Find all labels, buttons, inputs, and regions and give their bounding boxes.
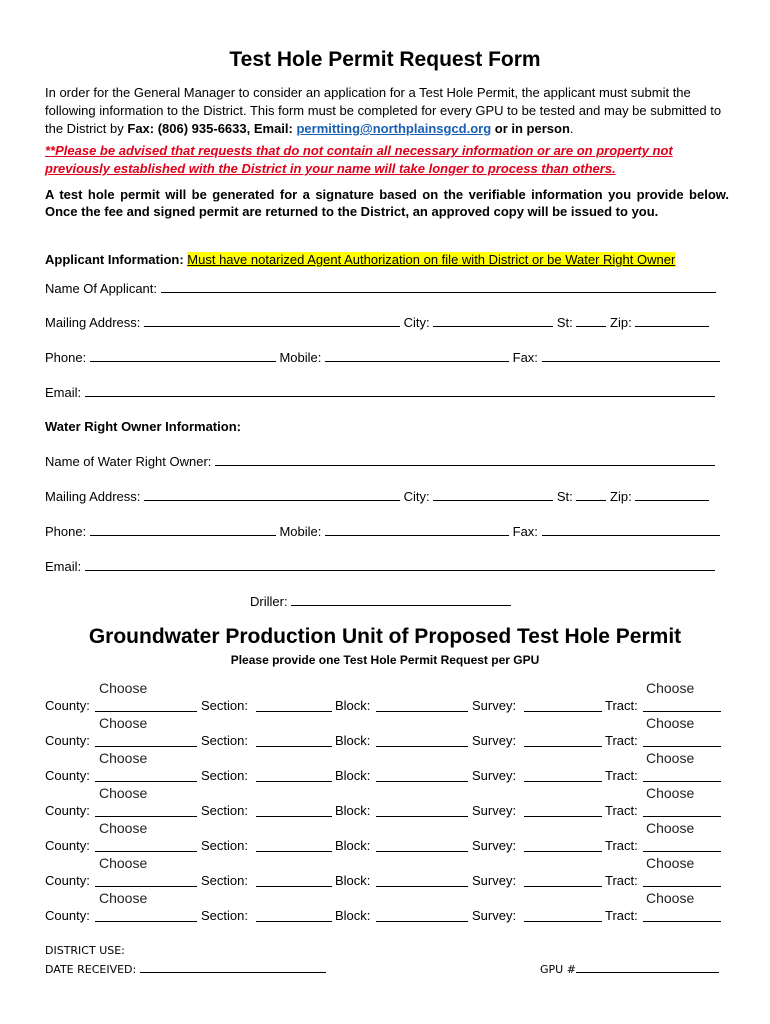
gpu-row xyxy=(45,750,735,784)
gpu-county-label: County: xyxy=(45,803,90,818)
intro-tail: or in person xyxy=(494,121,570,136)
owner-st-field[interactable] xyxy=(576,488,606,501)
applicant-heading-row xyxy=(45,252,735,268)
applicant-zip-label: Zip: xyxy=(610,315,632,330)
gpu-county-label: County: xyxy=(45,733,90,748)
gpu-section-label: Section: xyxy=(201,803,248,818)
intro-text: In order for the General Manager to consider an application for a Test Hole Permit, the applicant must submit the following information to the District. This form must be completed for every GPU to be tested and may be submitted to the District by xyxy=(45,85,722,136)
owner-fax-field[interactable] xyxy=(542,523,720,536)
owner-phone-label: Phone: xyxy=(45,524,87,539)
gpu-row xyxy=(45,680,735,714)
gpu-county-choose-dropdown[interactable]: Choose xyxy=(99,750,148,766)
gpu-block-field[interactable] xyxy=(376,815,468,817)
owner-email-label: Email: xyxy=(45,559,82,574)
gpu-survey-field[interactable] xyxy=(524,885,602,887)
gpu-section-subtitle: Please provide one Test Hole Permit Request per GPU xyxy=(230,653,540,667)
gpu-tract-field[interactable] xyxy=(643,780,721,782)
applicant-st-field[interactable] xyxy=(576,314,606,327)
gpu-survey-label: Survey: xyxy=(472,733,517,748)
gpu-tract-field[interactable] xyxy=(643,710,721,712)
gpu-tract-choose-dropdown[interactable]: Choose xyxy=(646,890,695,906)
gpu-tract-choose-dropdown[interactable]: Choose xyxy=(646,785,695,801)
owner-name-field[interactable] xyxy=(215,453,715,466)
gpu-tract-label: Tract: xyxy=(605,908,638,923)
gpu-tract-field[interactable] xyxy=(643,920,721,922)
owner-fax-label: Fax: xyxy=(512,524,538,539)
owner-mailing-label: Mailing Address: xyxy=(45,489,141,504)
gpu-county-field[interactable] xyxy=(95,920,197,922)
gpu-tract-choose-dropdown[interactable]: Choose xyxy=(646,855,695,871)
applicant-mailing-label: Mailing Address: xyxy=(45,315,141,330)
gpu-survey-field[interactable] xyxy=(524,920,602,922)
gpu-row xyxy=(45,890,735,924)
intro-contact: Fax: (806) 935-6633, Email: xyxy=(127,121,293,136)
applicant-heading: Applicant Information: xyxy=(45,252,184,267)
applicant-mobile-label: Mobile: xyxy=(279,350,322,365)
applicant-phone-row xyxy=(45,349,735,366)
gpu-survey-field[interactable] xyxy=(524,710,602,712)
gpu-survey-field[interactable] xyxy=(524,745,602,747)
applicant-fax-field[interactable] xyxy=(542,349,720,362)
gpu-section-field[interactable] xyxy=(256,745,332,747)
gpu-tract-label: Tract: xyxy=(605,838,638,853)
owner-heading-row xyxy=(45,419,735,435)
gpu-block-field[interactable] xyxy=(376,920,468,922)
gpu-tract-choose-dropdown[interactable]: Choose xyxy=(646,820,695,836)
gpu-section-label: Section: xyxy=(201,873,248,888)
driller-row xyxy=(250,593,550,610)
gpu-county-field[interactable] xyxy=(95,885,197,887)
gpu-county-label: County: xyxy=(45,838,90,853)
gpu-block-label: Block: xyxy=(335,873,371,888)
gpu-block-field[interactable] xyxy=(376,885,468,887)
gpu-row xyxy=(45,715,735,749)
owner-name-label: Name of Water Right Owner: xyxy=(45,454,212,469)
gpu-county-choose-dropdown[interactable]: Choose xyxy=(99,855,148,871)
gpu-county-field[interactable] xyxy=(95,710,197,712)
gpu-county-label: County: xyxy=(45,698,90,713)
owner-phone-field[interactable] xyxy=(90,523,276,536)
applicant-mailing-row xyxy=(45,314,735,331)
applicant-name-label: Name Of Applicant: xyxy=(45,281,157,296)
gpu-block-label: Block: xyxy=(335,908,371,923)
gpu-block-label: Block: xyxy=(335,768,371,783)
gpu-block-label: Block: xyxy=(335,733,371,748)
gpu-row xyxy=(45,820,735,854)
form-title: Test Hole Permit Request Form xyxy=(229,48,541,71)
email-link[interactable]: permitting@northplainsgcd.org xyxy=(296,121,492,136)
gpu-survey-label: Survey: xyxy=(472,838,517,853)
gpu-block-field[interactable] xyxy=(376,780,468,782)
date-received-label: DATE RECEIVED: xyxy=(45,963,137,976)
gpu-row xyxy=(45,785,735,819)
gpu-survey-label: Survey: xyxy=(472,768,517,783)
date-received-row xyxy=(45,960,326,979)
date-received-field[interactable] xyxy=(140,960,326,973)
applicant-st-label: St: xyxy=(556,315,573,330)
driller-label: Driller: xyxy=(250,594,288,609)
applicant-mailing-field[interactable] xyxy=(144,314,400,327)
gpu-number-field[interactable] xyxy=(576,960,719,973)
gpu-section-field[interactable] xyxy=(256,780,332,782)
owner-mobile-label: Mobile: xyxy=(279,524,322,539)
gpu-county-label: County: xyxy=(45,768,90,783)
gpu-section-field[interactable] xyxy=(256,885,332,887)
gpu-section-label: Section: xyxy=(201,768,248,783)
gpu-block-field[interactable] xyxy=(376,745,468,747)
gpu-block-label: Block: xyxy=(335,803,371,818)
gpu-survey-label: Survey: xyxy=(472,698,517,713)
gpu-county-choose-dropdown[interactable]: Choose xyxy=(99,890,148,906)
intro-period: . xyxy=(569,121,574,136)
gpu-tract-label: Tract: xyxy=(605,873,638,888)
gpu-block-label: Block: xyxy=(335,838,371,853)
gpu-county-label: County: xyxy=(45,908,90,923)
warning-text: **Please be advised that requests that do not contain all necessary information or are on property not previously established with the District in your name will take longer to process than others. xyxy=(45,143,673,176)
applicant-name-row xyxy=(45,280,735,297)
gpu-survey-field[interactable] xyxy=(524,780,602,782)
gpu-county-field[interactable] xyxy=(95,815,197,817)
gpu-block-field[interactable] xyxy=(376,850,468,852)
applicant-email-row xyxy=(45,384,735,401)
applicant-email-field[interactable] xyxy=(85,384,715,397)
owner-mobile-field[interactable] xyxy=(325,523,509,536)
gpu-section-label: Section: xyxy=(201,698,248,713)
gpu-number-row xyxy=(540,960,719,979)
gpu-section-label: Section: xyxy=(201,838,248,853)
owner-city-label: City: xyxy=(403,489,430,504)
gpu-county-field[interactable] xyxy=(95,780,197,782)
gpu-section-field[interactable] xyxy=(256,850,332,852)
gpu-county-field[interactable] xyxy=(95,745,197,747)
gpu-section-field[interactable] xyxy=(256,815,332,817)
gpu-tract-label: Tract: xyxy=(605,768,638,783)
gpu-block-label: Block: xyxy=(335,698,371,713)
gpu-survey-label: Survey: xyxy=(472,908,517,923)
gpu-survey-label: Survey: xyxy=(472,803,517,818)
gpu-tract-field[interactable] xyxy=(643,850,721,852)
gpu-section-field[interactable] xyxy=(256,710,332,712)
gpu-tract-label: Tract: xyxy=(605,698,638,713)
owner-mailing-field[interactable] xyxy=(144,488,400,501)
gpu-survey-label: Survey: xyxy=(472,873,517,888)
notice-text: A test hole permit will be generated for a signature based on the verifiable information you provide below. Once the fee and signed permit are returned to the District, an approved copy will be issued to you. xyxy=(45,187,729,219)
gpu-tract-label: Tract: xyxy=(605,733,638,748)
gpu-number-label: GPU # xyxy=(540,963,576,976)
applicant-fax-label: Fax: xyxy=(512,350,538,365)
gpu-county-choose-dropdown[interactable]: Choose xyxy=(99,680,148,696)
agent-authorization-note: Must have notarized Agent Authorization on file with District or be Water Right Owner xyxy=(187,252,676,267)
applicant-mobile-field[interactable] xyxy=(325,349,509,362)
gpu-county-choose-dropdown[interactable]: Choose xyxy=(99,820,148,836)
gpu-tract-choose-dropdown[interactable]: Choose xyxy=(646,715,695,731)
owner-zip-field[interactable] xyxy=(635,488,709,501)
gpu-county-choose-dropdown[interactable]: Choose xyxy=(99,715,148,731)
gpu-tract-label: Tract: xyxy=(605,803,638,818)
gpu-section-label: Section: xyxy=(201,908,248,923)
owner-email-row xyxy=(45,558,735,575)
gpu-tract-field[interactable] xyxy=(643,745,721,747)
driller-field[interactable] xyxy=(291,593,511,606)
gpu-section-field[interactable] xyxy=(256,920,332,922)
district-use-label: DISTRICT USE: xyxy=(45,944,125,957)
gpu-survey-field[interactable] xyxy=(524,850,602,852)
applicant-city-label: City: xyxy=(403,315,430,330)
gpu-tract-choose-dropdown[interactable]: Choose xyxy=(646,750,695,766)
owner-st-label: St: xyxy=(556,489,573,504)
applicant-zip-field[interactable] xyxy=(635,314,709,327)
applicant-phone-field[interactable] xyxy=(90,349,276,362)
applicant-city-field[interactable] xyxy=(433,314,553,327)
gpu-tract-field[interactable] xyxy=(643,885,721,887)
gpu-section-label: Section: xyxy=(201,733,248,748)
gpu-tract-field[interactable] xyxy=(643,815,721,817)
gpu-row xyxy=(45,855,735,889)
gpu-tract-choose-dropdown[interactable]: Choose xyxy=(646,680,695,696)
owner-zip-label: Zip: xyxy=(610,489,632,504)
gpu-block-field[interactable] xyxy=(376,710,468,712)
applicant-phone-label: Phone: xyxy=(45,350,87,365)
owner-heading: Water Right Owner Information: xyxy=(45,419,241,434)
applicant-name-field[interactable] xyxy=(161,280,716,293)
gpu-survey-field[interactable] xyxy=(524,815,602,817)
applicant-email-label: Email: xyxy=(45,385,82,400)
gpu-county-label: County: xyxy=(45,873,90,888)
gpu-section-title: Groundwater Production Unit of Proposed Test Hole Permit xyxy=(88,625,682,648)
owner-city-field[interactable] xyxy=(433,488,553,501)
owner-name-row xyxy=(45,453,735,470)
owner-email-field[interactable] xyxy=(85,558,715,571)
owner-mailing-row xyxy=(45,488,735,505)
gpu-county-choose-dropdown[interactable]: Choose xyxy=(99,785,148,801)
gpu-county-field[interactable] xyxy=(95,850,197,852)
intro-paragraph xyxy=(45,84,735,138)
owner-phone-row xyxy=(45,523,735,540)
